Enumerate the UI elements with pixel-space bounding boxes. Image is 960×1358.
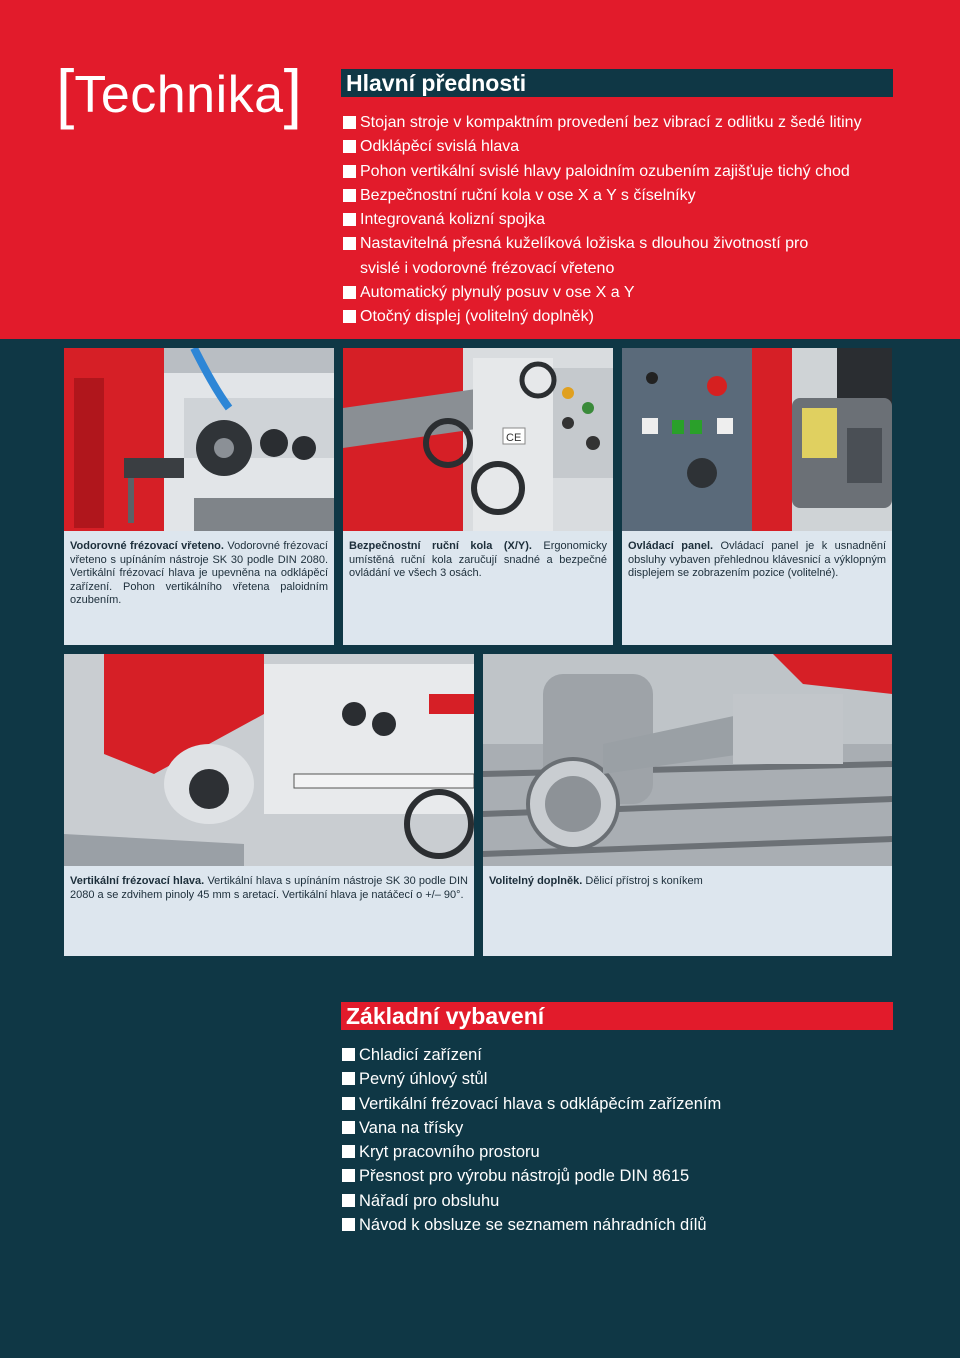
advantages-heading: Hlavní přednosti — [341, 69, 893, 97]
section-word: Technika — [74, 66, 284, 124]
list-item: Automatický plynulý posuv v ose X a Y — [341, 281, 901, 305]
photo-control-panel — [622, 348, 892, 531]
bracket-close: ] — [283, 56, 302, 130]
caption-control-panel: Ovládací panel. Ovládací panel je k usnadnění obsluhy vybaven přehlednou klávesnicí a výklopným displejem se zobrazením pozice (volitelné). — [622, 531, 892, 645]
list-item: Chladicí zařízení — [340, 1043, 900, 1067]
ce-mark: CE — [506, 432, 522, 444]
list-item: Pohon vertikální svislé hlavy paloidním ozubením zajišťuje tichý chod — [341, 160, 901, 184]
list-item: Kryt pracovního prostoru — [340, 1140, 900, 1164]
photo-vertical-head — [64, 654, 474, 866]
equipment-heading: Základní vybavení — [341, 1002, 893, 1030]
caption-handwheels: Bezpečnostní ruční kola (X/Y). Ergonomicky umístěná ruční kola zaručují snadné a bezpečné ovládání ve všech 3 osách. — [343, 531, 613, 645]
list-item: Návod k obsluze se seznamem náhradních dílů — [340, 1213, 900, 1237]
list-item: Bezpečnostní ruční kola v ose X a Y s číselníky — [341, 184, 901, 208]
list-item: Stojan stroje v kompaktním provedení bez vibrací z odlitku z šedé litiny — [341, 111, 901, 135]
caption-vertical-head: Vertikální frézovací hlava. Vertikální hlava s upínáním nástroje SK 30 podle DIN 2080 a se zdvihem pinoly 45 mm s aretací. Vertikální hlava je natáčecí o +/– 90°. — [64, 866, 474, 956]
list-item: Nářadí pro obsluhu — [340, 1189, 900, 1213]
section-title — [56, 56, 302, 130]
list-item: Pevný úhlový stůl — [340, 1067, 900, 1091]
caption-horizontal-spindle: Vodorovné frézovací vřeteno. Vodorovné frézovací vřeteno s upínáním nástroje SK 30 podle DIN 2080. Vertikální frézovací hlava je upevněna na odklápěcí zařízení. Pohon vertikálního vřetena paloidním ozubením. — [64, 531, 334, 645]
list-item: Otočný displej (volitelný doplněk) — [341, 305, 901, 329]
photo-dividing-head — [483, 654, 892, 866]
list-item: Vana na třísky — [340, 1116, 900, 1140]
list-item: Integrovaná kolizní spojka — [341, 208, 901, 232]
list-item: Přesnost pro výrobu nástrojů podle DIN 8615 — [340, 1164, 900, 1188]
advantages-list — [341, 111, 901, 330]
list-item: Nastavitelná přesná kuželíková ložiska s dlouhou životností pro — [341, 232, 901, 256]
equipment-list — [340, 1043, 900, 1237]
photo-horizontal-spindle — [64, 348, 334, 531]
list-item-continuation: svislé i vodorovné frézovací vřeteno — [360, 259, 615, 277]
caption-dividing-head: Volitelný doplněk. Dělicí přístroj s koníkem — [483, 866, 892, 956]
bracket-open: [ — [56, 56, 75, 130]
list-item: Vertikální frézovací hlava s odklápěcím zařízením — [340, 1092, 900, 1116]
list-item: Odklápěcí svislá hlava — [341, 135, 901, 159]
photo-handwheels — [343, 348, 613, 531]
